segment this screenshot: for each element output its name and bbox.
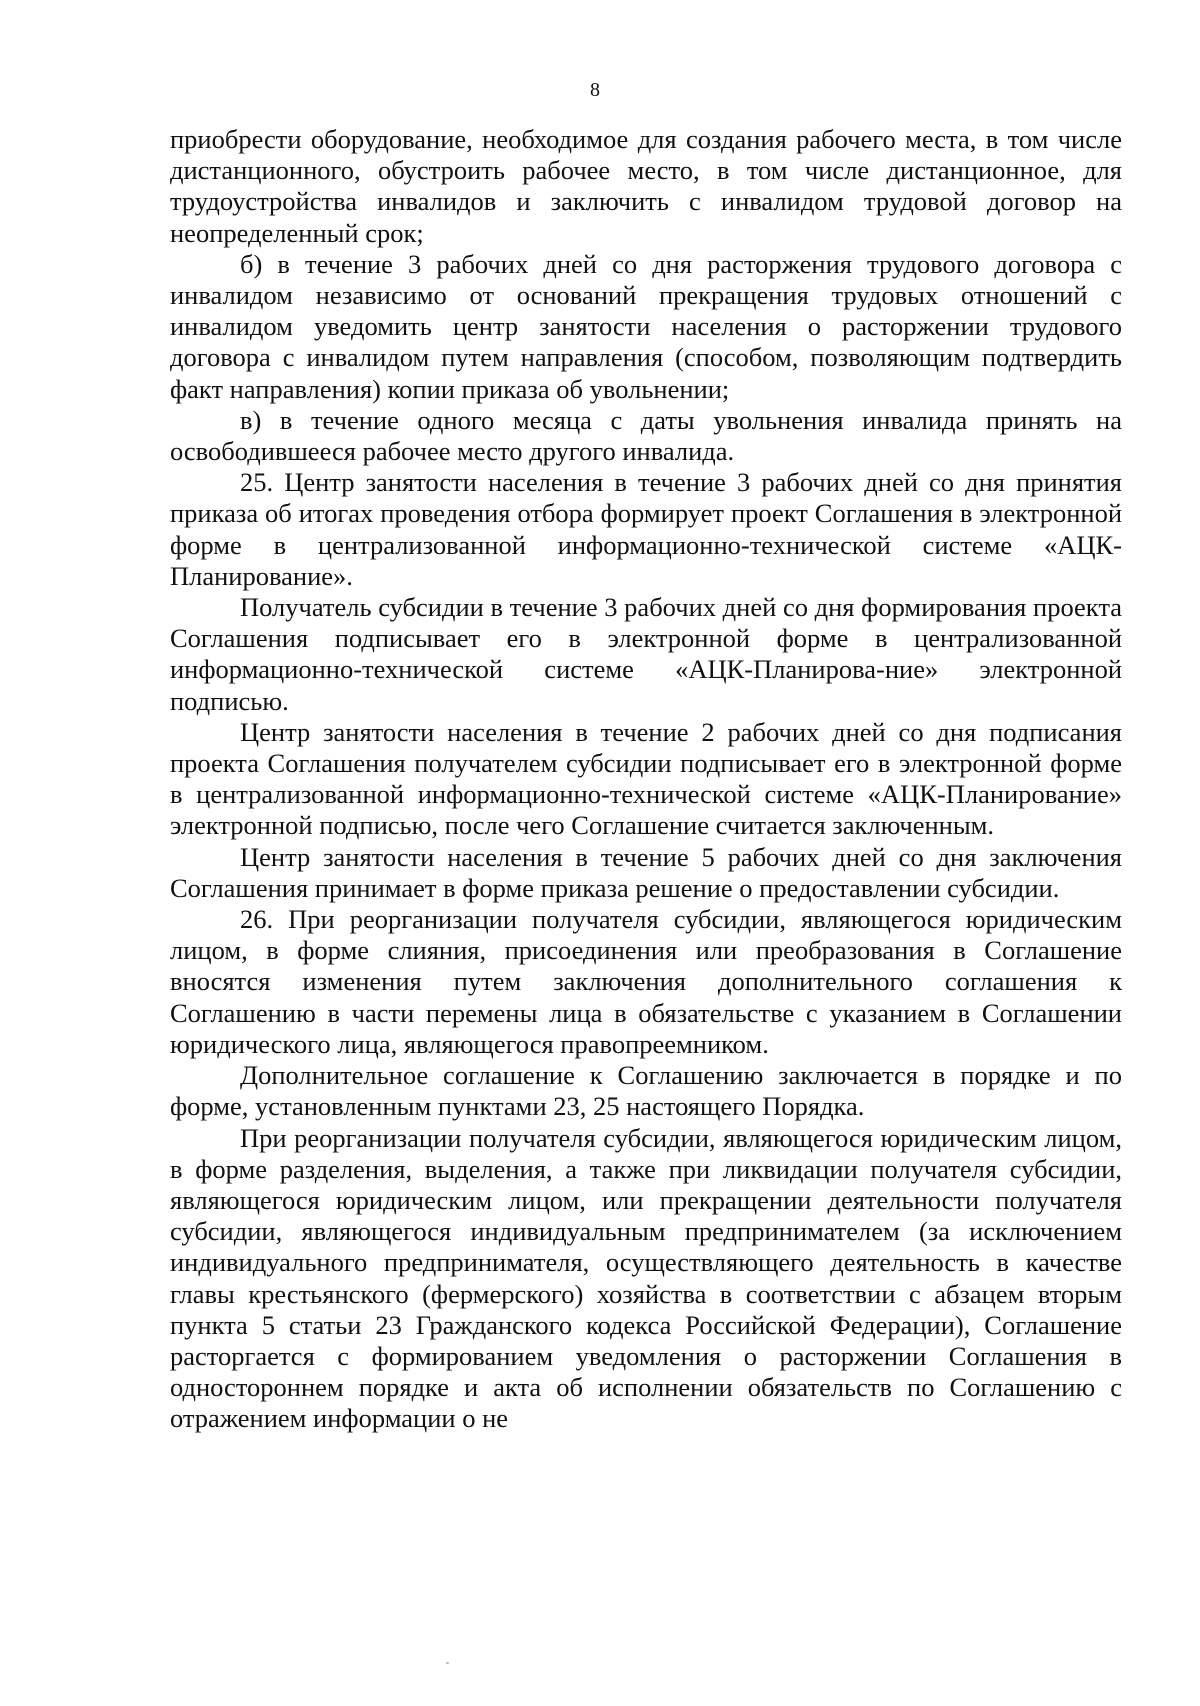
paragraph-continuation: приобрести оборудование, необходимое для создания рабочего места, в том числе дистанционного, обустроить рабочее место, в том числе дистанционное, для трудоустройства инвалидов и заключить с инвалидом трудовой договор на неопределенный срок; bbox=[170, 124, 1122, 248]
paragraph-decision: Центр занятости населения в течение 5 рабочих дней со дня заключения Соглашения принимает в форме приказа решение о предоставлении субсидии. bbox=[170, 841, 1122, 903]
scan-artifact bbox=[446, 1662, 449, 1664]
paragraph-recipient-signing: Получатель субсидии в течение 3 рабочих дней со дня формирования проекта Соглашения подписывает его в электронной форме в централизованной информационно-технической системе «АЦК-Планирова-ние» электронной подписью. bbox=[170, 592, 1122, 716]
paragraph-center-signing: Центр занятости населения в течение 2 рабочих дней со дня подписания проекта Соглашения получателем субсидии подписывает его в электронной форме в централизованной информационно-технической системе «АЦК-Планирование» электронной подписью, после чего Соглашение считается заключенным. bbox=[170, 716, 1122, 841]
paragraph-clause-26: 26. При реорганизации получателя субсидии, являющегося юридическим лицом, в форме слияния, присоединения или преобразования в Соглашение вносятся изменения путем заключения дополнительного соглашения к Соглашению в части перемены лица в обязательстве с указанием в Соглашении юридического лица, являющегося правопреемником. bbox=[170, 904, 1122, 1059]
paragraph-clause-25: 25. Центр занятости населения в течение 3 рабочих дней со дня принятия приказа об итогах проведения отбора формирует проект Соглашения в электронной форме в централизованной информационно-технической системе «АЦК-Планирование». bbox=[170, 467, 1122, 591]
document-body bbox=[170, 124, 1122, 1435]
page-number: 8 bbox=[590, 79, 600, 101]
paragraph-item-v: в) в течение одного месяца с даты увольнения инвалида принять на освободившееся рабочее место другого инвалида. bbox=[170, 404, 1122, 467]
paragraph-item-b: б) в течение 3 рабочих дней со дня расторжения трудового договора с инвалидом независимо от оснований прекращения трудовых отношений с инвалидом уведомить центр занятости населения о расторжении трудового договора с инвалидом путем направления (способом, позволяющим подтвердить факт направления) копии приказа об увольнении; bbox=[170, 248, 1122, 404]
paragraph-additional-agreement: Дополнительное соглашение к Соглашению заключается в порядке и по форме, установленным пунктами 23, 25 настоящего Порядка. bbox=[170, 1060, 1122, 1122]
paragraph-reorganization: При реорганизации получателя субсидии, являющегося юридическим лицом, в форме разделения, выделения, а также при ликвидации получателя субсидии, являющегося юридическим лицом, или прекращении деятельности получателя субсидии, являющегося индивидуальным предпринимателем (за исключением индивидуального предпринимателя, осуществляющего деятельность в качестве главы крестьянского (фермерского) хозяйства в соответствии с абзацем вторым пункта 5 статьи 23 Гражданского кодекса Российской Федерации), Соглашение расторгается с формированием уведомления о расторжении Соглашения в одностороннем порядке и акта об исполнении обязательств по Соглашению с отражением информации о не bbox=[170, 1122, 1122, 1434]
